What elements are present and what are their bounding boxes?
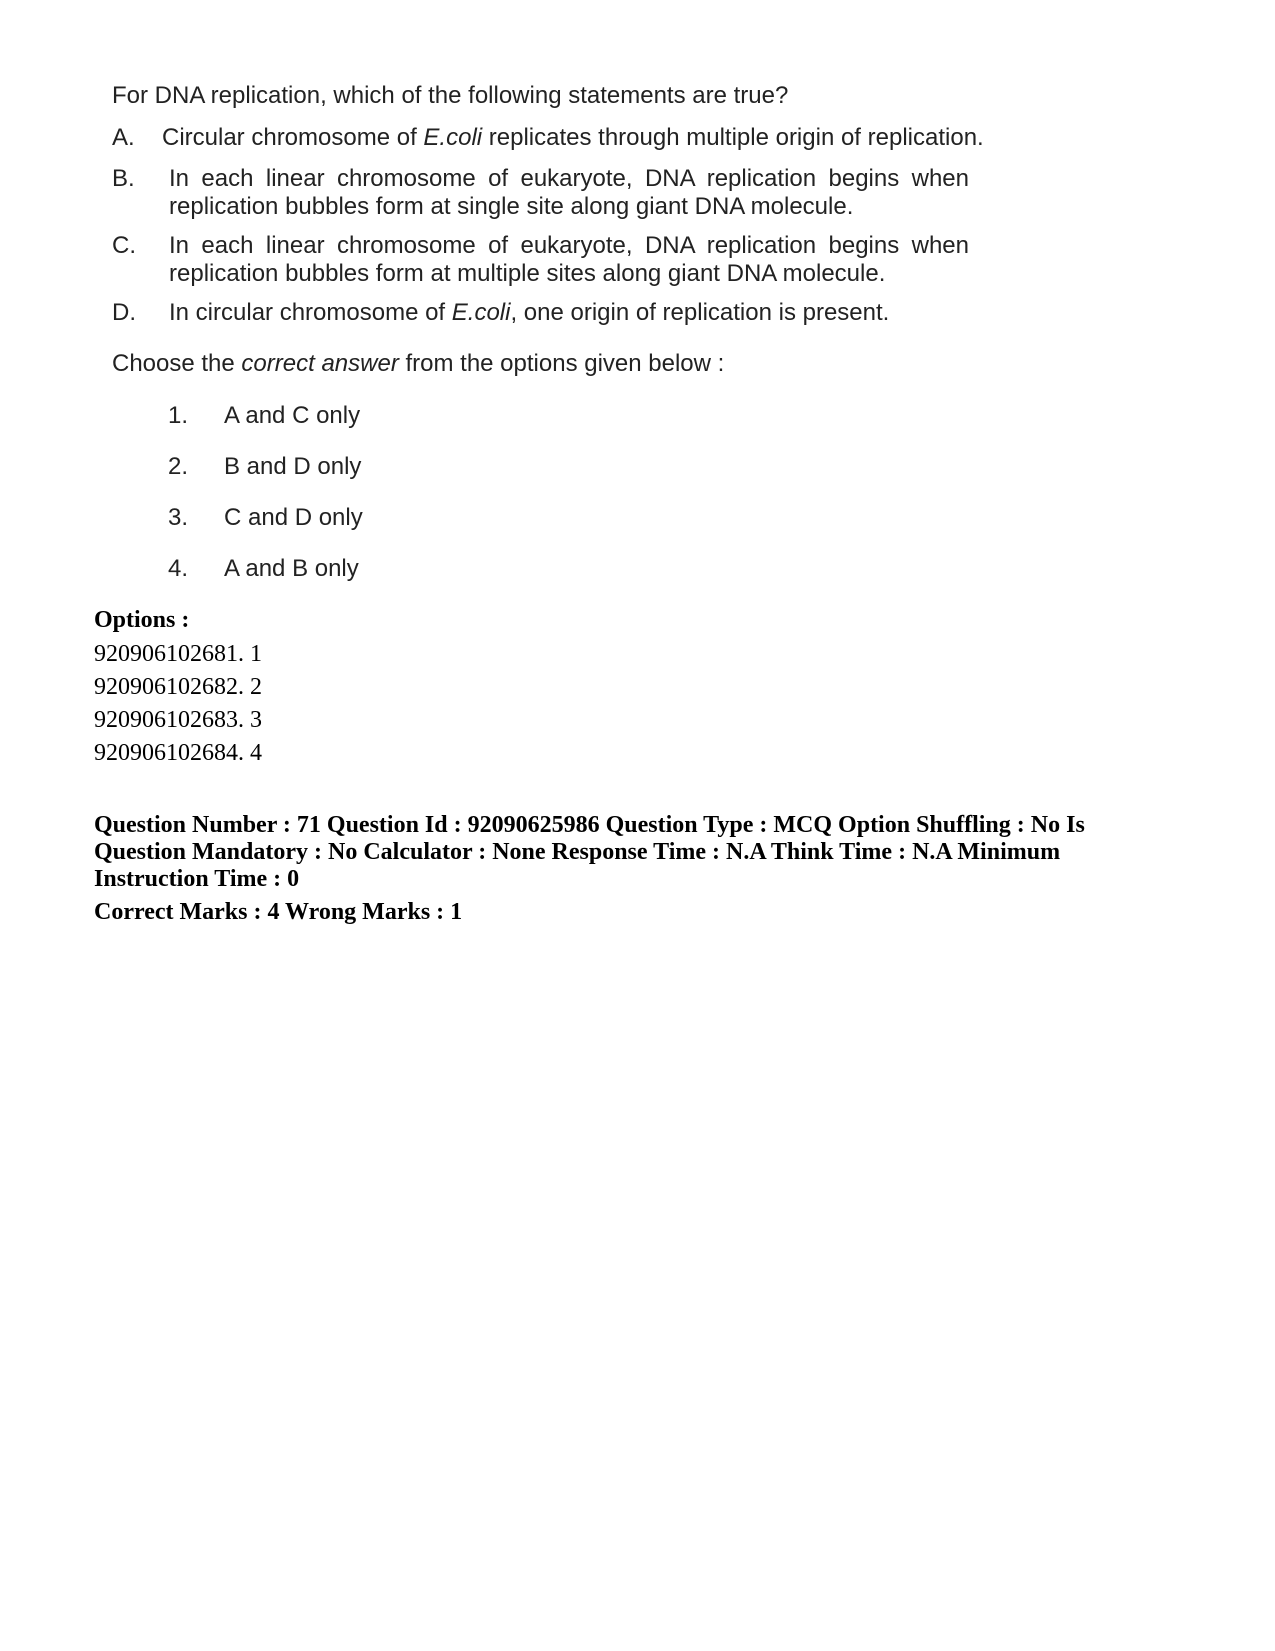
question-stem: For DNA replication, which of the following statements are true? [112, 82, 789, 109]
option-id-row: 920906102681. 1 [94, 641, 262, 667]
statement-text: In each linear chromosome of eukaryote, DNA replication begins when replication bubbles form at multiple sites along giant DNA molecule. [169, 232, 969, 287]
answer-option-text: A and B only [224, 555, 359, 582]
answer-option-text: C and D only [224, 504, 363, 531]
statement-letter: B. [112, 165, 135, 192]
statement-text: In each linear chromosome of eukaryote, DNA replication begins when replication bubbles form at single site along giant DNA molecule. [169, 165, 969, 220]
statement-text: In circular chromosome of E.coli, one origin of replication is present. [169, 299, 890, 326]
option-id-row: 920906102683. 3 [94, 707, 262, 733]
option-id-row: 920906102682. 2 [94, 674, 262, 700]
answer-option-number: 2. [168, 453, 189, 480]
options-heading: Options : [94, 607, 190, 633]
answer-option-number: 1. [168, 402, 189, 429]
statement-letter: C. [112, 232, 136, 259]
answer-option-text: A and C only [224, 402, 361, 429]
answer-option-number: 3. [168, 504, 189, 531]
statement-letter: D. [112, 299, 136, 326]
option-id-row: 920906102684. 4 [94, 740, 262, 766]
choose-instruction: Choose the correct answer from the options given below : [112, 350, 725, 377]
statement-letter: A. [112, 124, 135, 151]
marks-info: Correct Marks : 4 Wrong Marks : 1 [94, 899, 463, 925]
answer-option-text: B and D only [224, 453, 362, 480]
answer-option-number: 4. [168, 555, 189, 582]
statement-text: Circular chromosome of E.coli replicates through multiple origin of replication. [162, 124, 984, 151]
question-metadata: Question Number : 71 Question Id : 92090625986 Question Type : MCQ Option Shuffling : No Is Question Mandatory : No Calculator : None Response Time : N.A Think Time : N.A Minimum Instruction Time : 0 [94, 812, 1085, 892]
